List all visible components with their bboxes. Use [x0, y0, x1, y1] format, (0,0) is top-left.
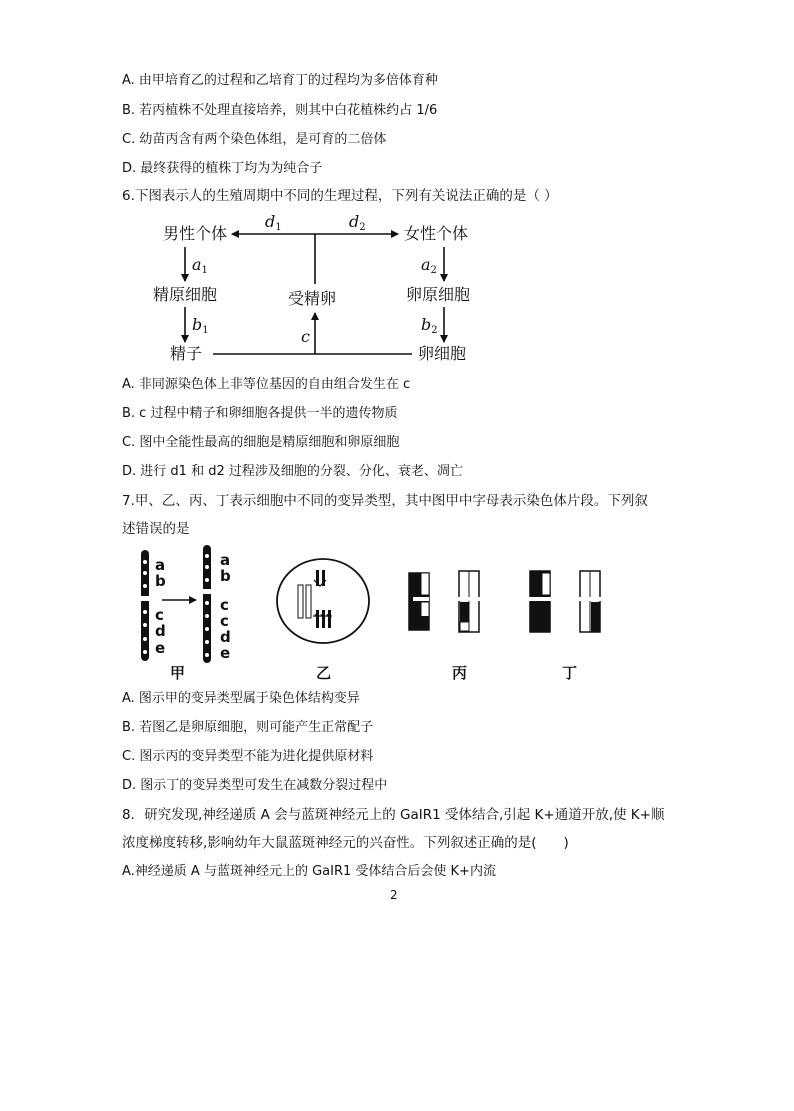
q7-stem-line1: 7.甲、乙、丙、丁表示细胞中不同的变异类型，其中图甲中字母表示染色体片段。下列叙: [122, 493, 648, 509]
jia2-letter-a: a: [220, 551, 231, 569]
label-b1: b1: [192, 315, 209, 336]
q8-option-a: A.神经递质 A 与蓝斑神经元上的 GaIR1 受体结合后会使 K+内流: [122, 864, 496, 879]
female-individual: 女性个体: [404, 224, 469, 243]
page-number: 2: [390, 888, 398, 902]
label-b2: b2: [421, 315, 438, 336]
q7-figures-svg: [0, 540, 794, 685]
jia-letter-d: d: [155, 622, 166, 640]
q7-variation-figures: [0, 540, 794, 685]
q5-option-d: D. 最终获得的植株丁均为为纯合子: [122, 161, 323, 176]
q7-option-a: A. 图示甲的变异类型属于染色体结构变异: [122, 691, 360, 706]
q7-option-c: C. 图示丙的变异类型不能为进化提供原材料: [122, 749, 374, 764]
jia-chromosome-original: [140, 550, 150, 661]
q6-diagram-arrows: [0, 0, 794, 380]
jia2-letter-b: b: [220, 567, 231, 585]
label-bing: 丙: [452, 664, 468, 682]
label-a1: a1: [192, 255, 208, 276]
jia-letter-c: c: [155, 606, 164, 624]
q7-option-d: D. 图示丁的变异类型可发生在减数分裂过程中: [122, 778, 388, 793]
jia2-letter-e: e: [220, 644, 231, 662]
q5-option-b: B. 若丙植株不处理直接培养，则其中白花植株约占 1/6: [122, 103, 438, 118]
jia-chromosome-duplicated: [202, 545, 212, 663]
q5-option-a: A. 由甲培育乙的过程和乙培育丁的过程均为多倍体育种: [122, 73, 438, 88]
jia-letter-e: e: [155, 639, 166, 657]
label-yi: 乙: [316, 664, 332, 682]
q6-option-c: C. 图中全能性最高的细胞是精原细胞和卵原细胞: [122, 435, 400, 450]
q8-stem-line1: 8．研究发现,神经递质 A 会与蓝斑神经元上的 GaIR1 受体结合,引起 K+通道开放,使 K+顺: [122, 807, 665, 823]
label-a2: a2: [421, 255, 437, 276]
jia-letter-b: b: [155, 572, 166, 590]
yi-cell: [277, 559, 369, 643]
label-d2: d2: [349, 212, 366, 233]
jia2-letter-c2: c: [220, 612, 229, 630]
q6-reproduction-diagram: [0, 0, 794, 380]
jia2-letter-d: d: [220, 628, 231, 646]
jia-letter-a: a: [155, 556, 166, 574]
q7-option-b: B. 若图乙是卵原细胞，则可能产生正常配子: [122, 720, 374, 735]
male-individual: 男性个体: [163, 224, 228, 243]
bing-chromosomes: [409, 571, 480, 632]
jia2-letter-c1: c: [220, 596, 229, 614]
zygote: 受精卵: [288, 289, 337, 308]
label-c: c: [301, 327, 310, 346]
ding-chromosomes: [528, 571, 602, 632]
label-d1: d1: [265, 212, 282, 233]
q6-stem: 6.下图表示人的生殖周期中不同的生理过程，下列有关说法正确的是（ ）: [122, 188, 558, 204]
label-jia: 甲: [170, 664, 186, 682]
q8-stem-line2: 浓度梯度转移,影响幼年大鼠蓝斑神经元的兴奋性。下列叙述正确的是( ): [122, 835, 569, 851]
q7-stem-line2: 述错误的是: [122, 521, 190, 537]
q6-option-a: A. 非同源染色体上非等位基因的自由组合发生在 c: [122, 377, 411, 392]
q6-option-b: B. c 过程中精子和卵细胞各提供一半的遗传物质: [122, 406, 398, 421]
oogonium: 卵原细胞: [406, 285, 471, 304]
spermatogonium: 精原细胞: [153, 285, 218, 304]
sperm: 精子: [170, 344, 203, 363]
label-ding: 丁: [562, 664, 578, 682]
egg-cell: 卵细胞: [418, 344, 467, 363]
q6-option-d: D. 进行 d1 和 d2 过程涉及细胞的分裂、分化、衰老、凋亡: [122, 464, 463, 479]
q5-option-c: C. 幼苗丙含有两个染色体组，是可育的二倍体: [122, 132, 387, 147]
